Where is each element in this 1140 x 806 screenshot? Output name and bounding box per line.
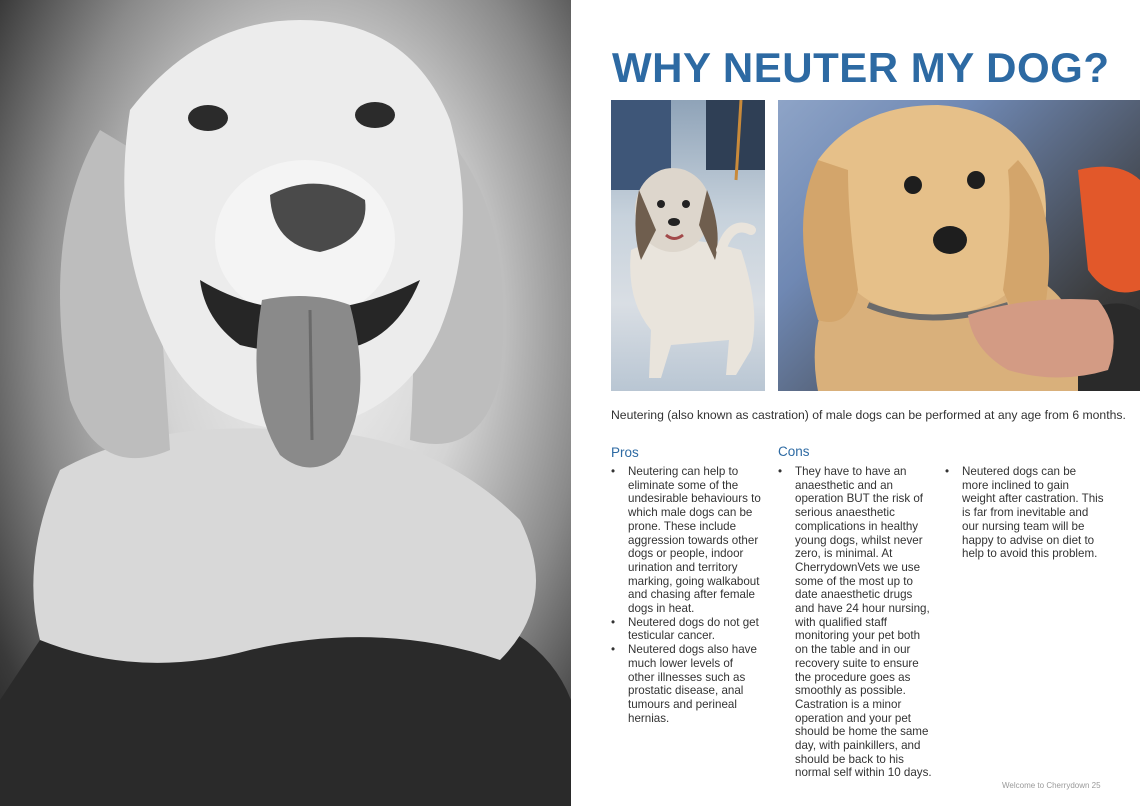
bullet-icon: • — [611, 643, 616, 657]
pros-item-text: Neutering can help to eliminate some of the undesirable behaviours to which male dogs can be prone. These include aggression towards other dogs or people, indoor urination and territory marking, going walkabout and chasing after female dogs in heat. — [628, 465, 761, 616]
cons-item-text: They have to have an anaesthetic and an operation BUT the risk of serious anaesthetic complications in healthy young dogs, whilst never zero, is minimal. At CherrydownVets we use some of the most up to date anaesthetic drugs and have 24 hour nursing, with qualified staff monitoring your pet both on the table and in our recovery suite to ensure the procedure goes as smoothly as possible. Castration is a minor operation and your pet should be home the same day, with painkillers, and should be back to his normal self within 10 days. — [795, 465, 932, 780]
pros-item — [611, 616, 761, 643]
pros-list — [611, 465, 761, 725]
cons-item-text: Neutered dogs can be more inclined to gain weight after castration. This is far from inevitable and our nursing team will be happy to advise on diet to help to avoid this problem. — [962, 465, 1104, 561]
cons-list — [778, 465, 934, 780]
pros-item-text: Neutered dogs do not get testicular cancer. — [628, 615, 759, 643]
cons-column-1 — [778, 465, 934, 780]
cons-column-2 — [945, 465, 1105, 561]
cons-list-continued — [945, 465, 1105, 561]
cons-heading: Cons — [778, 444, 810, 459]
bullet-icon: • — [945, 465, 950, 478]
bullet-icon: • — [778, 465, 783, 478]
cons-item — [778, 465, 934, 780]
terrier-photo — [611, 100, 765, 391]
intro-paragraph: Neutering (also known as castration) of male dogs can be performed at any age from 6 months. — [611, 408, 1126, 422]
pros-item — [611, 465, 761, 616]
puppy-illustration — [778, 100, 1140, 391]
pros-item — [611, 643, 761, 725]
bullet-icon: • — [611, 465, 616, 478]
pros-column — [611, 465, 761, 725]
cons-item — [945, 465, 1105, 561]
terrier-illustration — [611, 100, 765, 391]
pros-heading: Pros — [611, 445, 639, 460]
pros-item-text: Neutered dogs also have much lower levels of other illnesses such as prostatic disease, anal tumours and perineal hernias. — [628, 643, 757, 725]
page-title: WHY NEUTER MY DOG? — [612, 44, 1110, 91]
page-footer: Welcome to Cherrydown 25 — [1002, 781, 1101, 790]
bullet-icon: • — [611, 615, 616, 629]
puppy-photo — [778, 100, 1140, 391]
